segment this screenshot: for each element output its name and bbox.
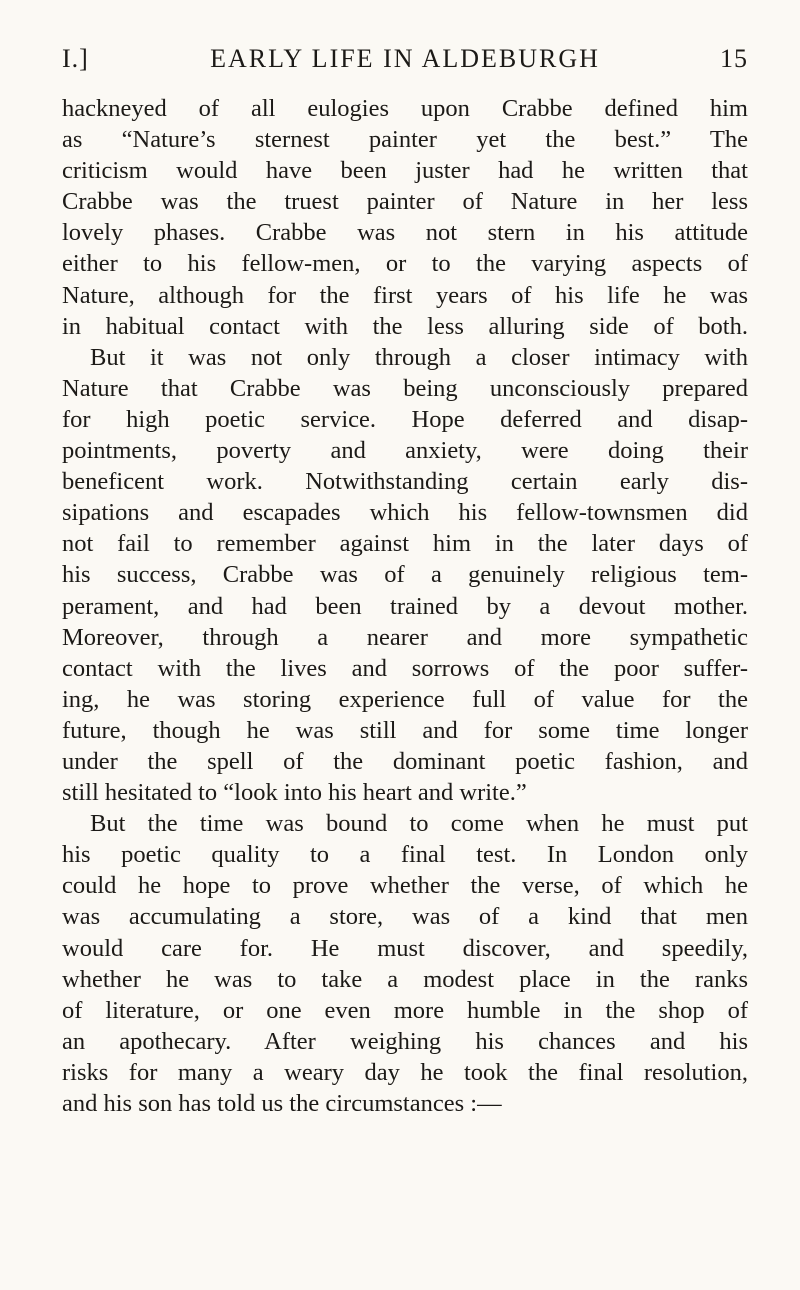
text-line: lovely phases. Crabbe was not stern in his attitude <box>62 219 748 247</box>
text-line: future, though he was still and for some time longer <box>62 716 748 744</box>
text-line: was accumulating a store, was of a kind that men <box>62 903 748 931</box>
text-line: could he hope to prove whether the verse, of which he <box>62 872 748 900</box>
text-line: of literature, or one even more humble in the shop of <box>62 996 748 1024</box>
text-line: But the time was bound to come when he must put <box>90 810 748 838</box>
text-line: sipations and escapades which his fellow-townsmen did <box>62 499 748 527</box>
text-line: whether he was to take a modest place in the ranks <box>62 965 748 993</box>
text-line: criticism would have been juster had he written that <box>62 157 748 185</box>
text-line: his success, Crabbe was of a genuinely religious tem- <box>62 561 748 589</box>
text-line: Moreover, through a nearer and more sympathetic <box>62 623 748 651</box>
text-line: beneficent work. Notwithstanding certain early dis- <box>62 468 748 496</box>
chapter-marker: I.] <box>62 44 89 73</box>
text-line: his poetic quality to a final test. In London only <box>62 841 748 869</box>
text-line: either to his fellow-men, or to the varying aspects of <box>62 250 748 278</box>
text-line: Crabbe was the truest painter of Nature in her less <box>62 188 748 216</box>
text-line: an apothecary. After weighing his chances and his <box>62 1027 748 1055</box>
body-text <box>62 93 748 1119</box>
text-line: would care for. He must discover, and speedily, <box>62 934 748 962</box>
text-line: ing, he was storing experience full of value for the <box>62 685 748 713</box>
text-line: Nature that Crabbe was being unconsciously prepared <box>62 374 748 402</box>
page-number: 15 <box>720 44 748 73</box>
text-line: contact with the lives and sorrows of the poor suffer- <box>62 654 748 682</box>
text-line: not fail to remember against him in the later days of <box>62 530 748 558</box>
running-title: EARLY LIFE IN ALDEBURGH <box>210 44 600 73</box>
running-header <box>62 44 748 84</box>
text-line: as “Nature’s sternest painter yet the best.” The <box>62 126 748 154</box>
text-line: risks for many a weary day he took the final resolution, <box>62 1058 748 1086</box>
text-line: perament, and had been trained by a devout mother. <box>62 592 748 620</box>
text-line: Nature, although for the first years of his life he was <box>62 281 748 309</box>
text-line: still hesitated to “look into his heart and write.” <box>62 779 527 807</box>
text-line: hackneyed of all eulogies upon Crabbe defined him <box>62 95 748 122</box>
text-line: for high poetic service. Hope deferred and disap- <box>62 405 748 433</box>
text-line: under the spell of the dominant poetic fashion, and <box>62 747 748 775</box>
text-line: in habitual contact with the less alluring side of both. <box>62 312 748 340</box>
text-line: pointments, poverty and anxiety, were doing their <box>62 437 748 465</box>
text-line: But it was not only through a closer intimacy with <box>90 343 748 371</box>
text-line: and his son has told us the circumstances :— <box>62 1090 502 1117</box>
